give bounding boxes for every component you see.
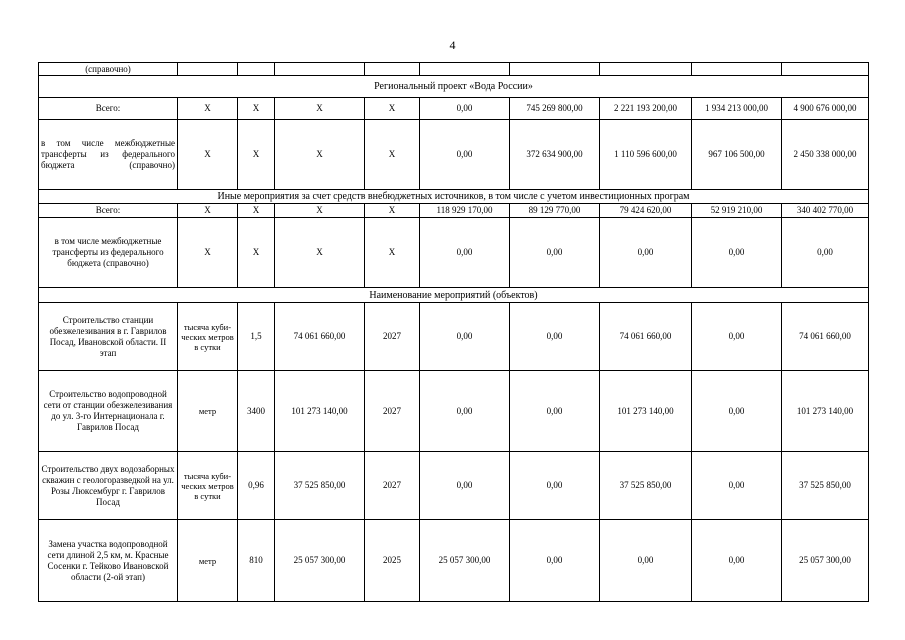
object-total: 74 061 660,00	[782, 303, 869, 371]
table-cell: 0,00	[600, 218, 692, 288]
table-cell: 101 273 140,00	[600, 371, 692, 452]
object-capacity: 810	[238, 520, 275, 602]
table-cell: 0,00	[420, 218, 510, 288]
table-cell: Х	[178, 204, 238, 218]
table-cell: Х	[365, 98, 420, 120]
object-name: Строительство водопроводной сети от станции обезжелезивания до ул. 3-го Интернационала г. Гаврилов Посад	[39, 371, 178, 452]
table-cell: 52 919 210,00	[692, 204, 782, 218]
table-cell: 745 269 800,00	[510, 98, 600, 120]
budget-table	[38, 62, 869, 602]
object-unit: тысяча куби-ческих метров в сутки	[178, 303, 238, 371]
table-cell: 0,00	[692, 218, 782, 288]
table-cell: 89 129 770,00	[510, 204, 600, 218]
object-cost: 74 061 660,00	[275, 303, 365, 371]
table-cell: 37 525 850,00	[600, 452, 692, 520]
section-title-regional-project: Региональный проект «Вода России»	[39, 76, 869, 98]
row-name: в том числе межбюджетные трансферты из федерального бюджета (справочно)	[39, 218, 178, 288]
table-cell: Х	[178, 120, 238, 190]
table-cell: Х	[238, 204, 275, 218]
table-cell: 74 061 660,00	[600, 303, 692, 371]
table-cell: 372 634 900,00	[510, 120, 600, 190]
object-total: 101 273 140,00	[782, 371, 869, 452]
table-cell: 0,00	[600, 520, 692, 602]
object-row	[39, 371, 869, 452]
row-name: Всего:	[39, 204, 178, 218]
row-name: в том числе межбюджетные трансферты из федерального бюджета (справочно)	[39, 120, 178, 190]
object-year: 2027	[365, 452, 420, 520]
row-name: Всего:	[39, 98, 178, 120]
object-capacity: 3400	[238, 371, 275, 452]
table-row	[39, 63, 869, 76]
table-cell: 340 402 770,00	[782, 204, 869, 218]
object-unit: тысяча куби-ческих метров в сутки	[178, 452, 238, 520]
table-cell: Х	[238, 98, 275, 120]
table-cell: 0,00	[692, 303, 782, 371]
object-row	[39, 520, 869, 602]
table-cell: 1 110 596 600,00	[600, 120, 692, 190]
table-cell: 0,00	[692, 520, 782, 602]
table-cell: Х	[178, 218, 238, 288]
table-cell: 0,00	[510, 371, 600, 452]
table-row	[39, 218, 869, 288]
object-year: 2025	[365, 520, 420, 602]
page-number: 4	[449, 38, 456, 52]
table-cell: Х	[178, 98, 238, 120]
object-capacity: 0,96	[238, 452, 275, 520]
object-cost: 101 273 140,00	[275, 371, 365, 452]
object-total: 25 057 300,00	[782, 520, 869, 602]
section-title-other-measures: Иные мероприятия за счет средств внебюджетных источников, в том числе с учетом инвестиционных програм	[39, 190, 869, 204]
table-cell: 0,00	[692, 371, 782, 452]
table-cell: 0,00	[692, 452, 782, 520]
table-cell: 0,00	[510, 520, 600, 602]
table-cell: 4 900 676 000,00	[782, 98, 869, 120]
table-cell: Х	[275, 204, 365, 218]
table-cell: 79 424 620,00	[600, 204, 692, 218]
object-capacity: 1,5	[238, 303, 275, 371]
table-cell: Х	[275, 120, 365, 190]
table-cell: 0,00	[510, 452, 600, 520]
table-cell: Х	[365, 120, 420, 190]
table-cell: Х	[365, 218, 420, 288]
row-name: (справочно)	[39, 63, 178, 76]
object-row	[39, 303, 869, 371]
object-year: 2027	[365, 371, 420, 452]
object-name: Замена участка водопроводной сети длиной 2,5 км, м. Красные Сосенки г. Тейково Ивановской области (2-ой этап)	[39, 520, 178, 602]
table-cell: Х	[238, 120, 275, 190]
table-cell: 967 106 500,00	[692, 120, 782, 190]
object-unit: метр	[178, 520, 238, 602]
table-cell: Х	[238, 218, 275, 288]
table-row	[39, 120, 869, 190]
table-cell: Х	[275, 218, 365, 288]
object-cost: 25 057 300,00	[275, 520, 365, 602]
table-cell: 0,00	[420, 120, 510, 190]
section-header	[39, 288, 869, 303]
section-header	[39, 190, 869, 204]
object-row	[39, 452, 869, 520]
table-cell: 0,00	[420, 452, 510, 520]
table-cell: Х	[275, 98, 365, 120]
section-title-objects: Наименование мероприятий (объектов)	[39, 288, 869, 303]
table-cell: 1 934 213 000,00	[692, 98, 782, 120]
table-cell: 25 057 300,00	[420, 520, 510, 602]
table-cell: 0,00	[420, 371, 510, 452]
table-cell: 0,00	[420, 303, 510, 371]
table-cell: 0,00	[782, 218, 869, 288]
table-cell: 118 929 170,00	[420, 204, 510, 218]
object-name: Строительство двух водозаборных скважин с геологоразведкой на ул. Розы Люксембург г. Гаврилов Посад	[39, 452, 178, 520]
table-cell: 2 450 338 000,00	[782, 120, 869, 190]
table-cell: 0,00	[420, 98, 510, 120]
table-cell: 0,00	[510, 303, 600, 371]
table-cell: Х	[365, 204, 420, 218]
table-row	[39, 98, 869, 120]
section-header	[39, 76, 869, 98]
object-unit: метр	[178, 371, 238, 452]
table-cell: 0,00	[510, 218, 600, 288]
object-year: 2027	[365, 303, 420, 371]
table-cell: 2 221 193 200,00	[600, 98, 692, 120]
table-row	[39, 204, 869, 218]
object-total: 37 525 850,00	[782, 452, 869, 520]
object-cost: 37 525 850,00	[275, 452, 365, 520]
object-name: Строительство станции обезжелезивания в г. Гаврилов Посад, Ивановской области. II этап	[39, 303, 178, 371]
